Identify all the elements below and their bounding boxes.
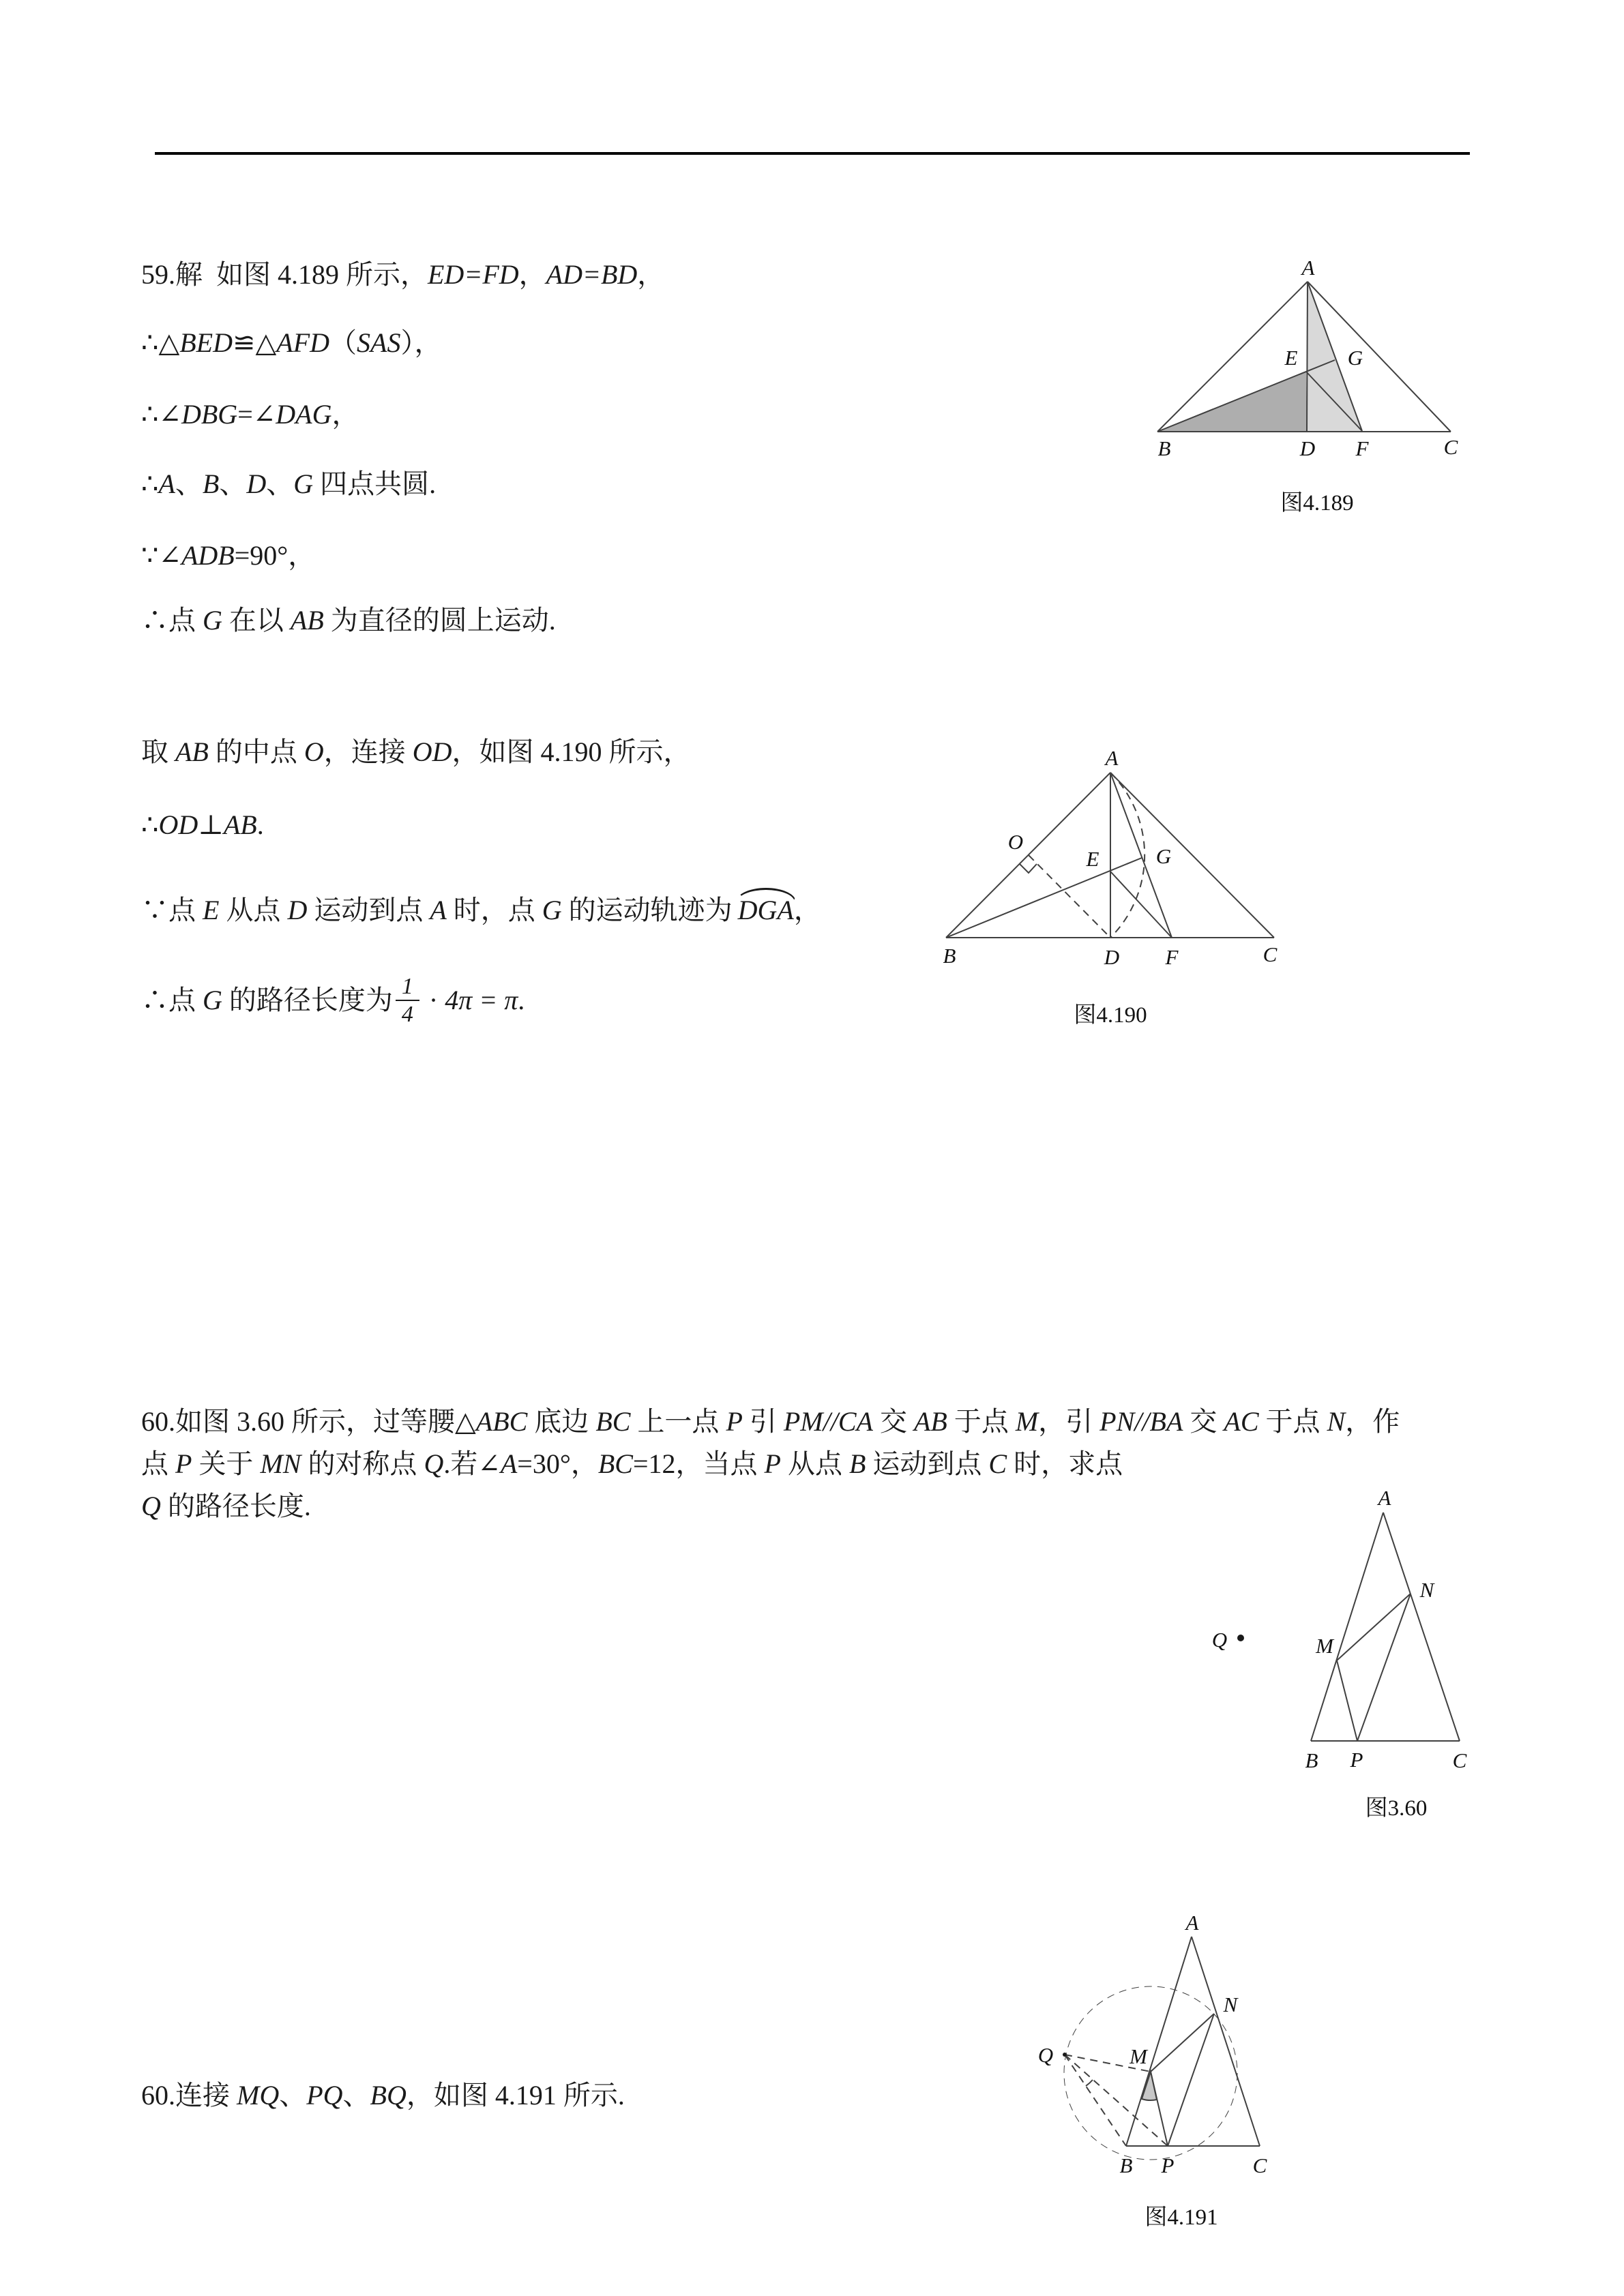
solution-59-line-8: ∵点 E 从点 D 运动到点 A 时，点 G 的运动轨迹为 DGA， bbox=[141, 895, 821, 925]
solution-59-line-9: ∴点 G 的路径长度为 $\frac{1}{4}$ · 4π = π . bbox=[141, 973, 525, 1027]
point-dot bbox=[1237, 1635, 1244, 1641]
solution-59-line-4: ∵∠ADB=90°， bbox=[141, 540, 316, 571]
figure-label: F bbox=[1165, 945, 1179, 969]
figure-label: C bbox=[1452, 1748, 1467, 1772]
segment bbox=[1126, 1937, 1192, 2146]
segment bbox=[1357, 1594, 1411, 1741]
arc-notation: DGA bbox=[737, 895, 794, 925]
figure-path bbox=[1086, 2080, 1093, 2086]
figure-caption: 图4.191 bbox=[1145, 2205, 1218, 2230]
figure-label: N bbox=[1223, 1993, 1238, 2016]
solution-59-line-0: 59.解 如图 4.189 所示，ED=FD，AD=BD， bbox=[141, 259, 665, 290]
figure-label: A bbox=[1105, 747, 1119, 770]
figure-label: F bbox=[1355, 436, 1369, 460]
figure-3-60 bbox=[1187, 1487, 1507, 1828]
segment bbox=[1383, 1512, 1460, 1741]
figure-label: P bbox=[1350, 1748, 1363, 1772]
figure-label: D bbox=[1104, 945, 1120, 969]
segment bbox=[946, 858, 1142, 938]
right-angle-mark bbox=[1020, 864, 1037, 873]
figure-label: O bbox=[1007, 830, 1024, 854]
solution-59-line-6: 取 AB 的中点 O，连接 OD，如图 4.190 所示， bbox=[141, 736, 691, 767]
figure-label: B bbox=[1119, 2153, 1133, 2177]
problem-60-line-2: Q 的路径长度. bbox=[141, 1491, 311, 1521]
problem-60-line-0: 60.如图 3.60 所示，过等腰△ABC 底边 BC 上一点 P 引 PM//CA 交 AB 于点 M，引 PN//BA 交 AC 于点 N，作 bbox=[141, 1406, 1400, 1437]
problem-60-line-1: 点 P 关于 MN 的对称点 Q.若∠A=30°，BC=12，当点 P 从点 B 运动到点 C 时，求点 bbox=[141, 1448, 1123, 1479]
solution-60-line-0: 60.连接 MQ、PQ、BQ，如图 4.191 所示. bbox=[141, 2080, 625, 2111]
figure-label: G bbox=[1155, 844, 1172, 868]
solution-59-line-2: ∴∠DBG=∠DAG， bbox=[141, 399, 359, 430]
figure-label: A bbox=[1378, 1487, 1391, 1510]
segment bbox=[1307, 282, 1308, 432]
segment bbox=[1168, 2014, 1214, 2146]
figure-4-189 bbox=[1139, 259, 1466, 525]
figure-4-191 bbox=[1023, 1913, 1316, 2237]
segment bbox=[1337, 1594, 1411, 1660]
figure-label: Q bbox=[1037, 2043, 1054, 2067]
figure-label: B bbox=[943, 944, 956, 968]
figure-label: B bbox=[1305, 1748, 1318, 1772]
segment bbox=[1337, 1660, 1357, 1741]
figure-label: E bbox=[1086, 847, 1099, 871]
figure-caption: 图4.189 bbox=[1280, 491, 1354, 516]
solution-59-line-3: ∴A、B、D、G 四点共圆. bbox=[141, 468, 437, 499]
figure-caption: 图4.190 bbox=[1074, 1003, 1147, 1028]
segment bbox=[1311, 1512, 1383, 1741]
point-dot bbox=[1063, 2053, 1067, 2057]
figure-label: M bbox=[1316, 1634, 1333, 1658]
figure-label: Q bbox=[1211, 1628, 1228, 1652]
figure-label: C bbox=[1443, 435, 1458, 459]
figure-label: C bbox=[1263, 942, 1278, 966]
figure-label: G bbox=[1347, 346, 1363, 370]
segment bbox=[1110, 773, 1274, 938]
figure-label: A bbox=[1301, 259, 1315, 280]
dashed-arc bbox=[1110, 773, 1145, 938]
figure-label: P bbox=[1161, 2153, 1175, 2177]
figure-label: A bbox=[1185, 1913, 1199, 1935]
figure-label: M bbox=[1130, 2044, 1147, 2068]
figure-label: E bbox=[1284, 346, 1298, 370]
segment bbox=[1192, 1937, 1260, 2146]
fraction: $\frac{1}{4}$ bbox=[396, 973, 419, 1028]
figure-label: B bbox=[1157, 436, 1171, 460]
figure-caption: 图3.60 bbox=[1365, 1796, 1428, 1821]
header-rule bbox=[155, 152, 1470, 155]
figure-4-190 bbox=[914, 747, 1296, 1030]
solution-59-line-7: ∴OD⊥AB. bbox=[141, 809, 264, 840]
solution-59-line-1: ∴△BED≌△AFD（SAS）， bbox=[141, 327, 442, 358]
figure-label: D bbox=[1299, 436, 1316, 460]
solution-59-line-5: ∴点 G 在以 AB 为直径的圆上运动. bbox=[141, 605, 556, 636]
figure-label: C bbox=[1252, 2153, 1267, 2177]
figure-label: N bbox=[1419, 1578, 1434, 1602]
